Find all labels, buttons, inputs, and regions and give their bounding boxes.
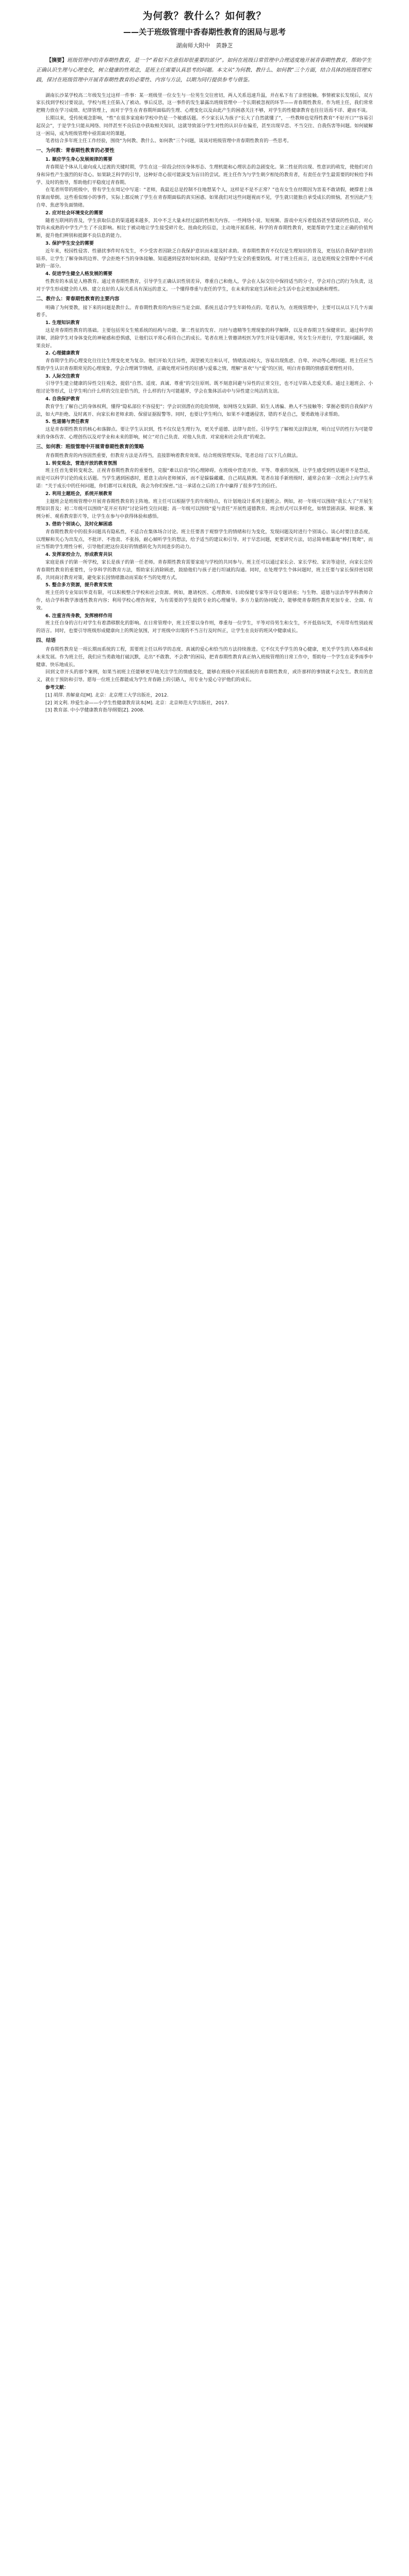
article-authors: 湖南师大附中 黄静芝 <box>176 42 233 49</box>
section-subheading: 3. 保护学生安全的需要 <box>45 241 94 246</box>
section-paragraph: 班主任自身的言行对学生有着潜移默化的影响。在日常管理中，班主任要以身作则，尊重每一位学生，平等对待男生和女生，不开低俗玩笑，不用带有性别歧视的语言。同时，也要引导班级形成健康向上的舆论氛围，对于班级中出现的不当言行及时纠正，让学生在良好的班风中健康成长。 <box>36 621 373 634</box>
section-subheading: 3. 人际交往教育 <box>45 374 80 379</box>
section-subheading: 1. 生理知识教育 <box>45 320 80 326</box>
section-subheading: 6. 注重言传身教，发挥榜样作用 <box>45 613 112 619</box>
section-what <box>36 295 373 442</box>
section-heading: 一、为何教：青春期性教育的必要性 <box>36 148 115 154</box>
section-paragraph: 青春期性教育是一项长期而系统的工程，需要班主任以科学的态度、真诚的爱心和恰当的方法持续推进。它不仅关乎学生的身心健康，更关乎学生的人格养成和未来发展。作为班主任，我们应当勇敢地打破沉默，走出“不敢教、不会教”的困局，把青春期性教育真正纳入班级管理的日常工作中，帮助每一个学生在花季雨季中健康、快乐地成长。 <box>36 647 373 668</box>
intro-section <box>36 92 373 146</box>
abstract-label: 【摘要】 <box>46 57 67 63</box>
section-paragraph: 青春期性教育中的很多问题具有隐私性，不适合在集体场合讨论。班主任要善于观察学生的情绪和行为变化，发现问题及时进行个别谈心。谈心时要注意态度，以理解和关心为出发点，不批评、不指责、不张扬，耐心倾听学生的想法，给予适当的建议和引导。对于早恋问题，更要讲究方法，切忌简单粗暴地“棒打鸳鸯”，而应当帮助学生理性分析，引导他们把这份美好的情感转化为共同进步的动力。 <box>36 529 373 550</box>
section-paragraph: 青春期性教育的内容固然重要，但教育方法是否得当，直接影响着教育效果。结合班级管理实际，笔者总结了以下几点做法。 <box>45 453 301 459</box>
section-paragraph: 近年来，校园性侵害、性骚扰事件时有发生，不少受害者因缺乏自我保护意识而未能及时求助。青春期性教育不仅仅是生理知识的普及，更包括自我保护意识的培养。让学生了解身体的边界、学会拒绝不当的身体接触、知道遇到侵害时如何求助，是保护学生安全的重要防线。对于班主任而言，这也是班级安全管理中不可或缺的一部分。 <box>36 248 373 269</box>
section-subheading: 4. 促进学生健全人格发展的需要 <box>45 272 112 277</box>
section-heading: 三、如何教：班级管理中开展青春期性教育的策略 <box>36 444 144 450</box>
section-paragraph: 主题班会是班级管理中开展青春期性教育的主阵地。班主任可以根据学生的年级特点，有计划地设计系列主题班会。例如，初一年级可以围绕“我长大了”开展生理知识普及；初二年级可以围绕“花开应有时”讨论异性交往问题；高一年级可以围绕“爱与责任”开展性道德教育。班会形式可以多样化，如情景剧表演、辩论赛、案例分析、观看教育影片等，让学生在参与中获得体验和感悟。 <box>36 499 373 520</box>
article-header <box>0 0 409 85</box>
section-paragraph: 班主任首先要转变观念，正视青春期性教育的重要性，克服“难以启齿”的心理障碍。在班级中营造开放、平等、尊重的氛围，让学生感受到性话题并不是禁忌，而是可以科学讨论的成长话题。当学生遇到困惑时，愿意主动向老师倾诉，而不是躲躲藏藏、自己胡乱猜测。笔者在接手新班级时，通常会在第一次班会上向学生承诺：“关于成长中的任何问题，你们都可以来找我，我会为你们保密。”这一承诺在之后的工作中赢得了很多学生的信任。 <box>36 468 373 489</box>
section-heading: 四、结语 <box>36 637 56 643</box>
section-subheading: 1. 转变观念，营造开放的教育氛围 <box>45 461 117 466</box>
section-subheading: 2. 利用主题班会，系统开展教育 <box>45 491 112 497</box>
section-paragraph: 班主任的专业知识毕竟有限，可以积极整合学校和社会资源。例如，邀请校医、心理教师、妇幼保健专家等开设专题讲座；与生物、道德与法治等学科教师合作，结合学科教学渗透性教育内容；利用学校心理咨询室，为有需要的学生提供专业的心理辅导。多方力量的协同配合，能够使青春期性教育更加专业、全面、有效。 <box>36 590 373 611</box>
section-paragraph: 明确了为何要教，接下来的问题是教什么。青春期性教育的内容应当是全面、系统且适合学生年龄特点的。笔者认为，在班级管理中，主要可以从以下几个方面着手。 <box>36 305 373 318</box>
section-paragraph: 引导学生建立健康的异性交往观念，提倡“自然、适度、真诚、尊重”的交往原则。既不刻意回避与异性的正常交往，也不过早陷入恋爱关系。通过主题班会、小组讨论等形式，让学生明白什么样的交往是恰当的，什么样的行为可能越界，学会在集体活动中与异性建立纯洁的友谊。 <box>36 381 373 395</box>
section-heading: 二、教什么：青春期性教育的主要内容 <box>36 296 120 302</box>
references-label: 参考文献： <box>45 685 69 690</box>
section-how <box>36 443 373 635</box>
intro-paragraph: 笔者结合多年班主任工作经验，围绕“为何教、教什么、如何教”三个问题，谈谈对班级管理中青春期性教育的一些思考。 <box>45 139 292 144</box>
section-paragraph: 回到文章开头的那个案例，如果当初班主任能够更早地关注学生的情感变化，能够在班级中开展系统的青春期性教育，或许那样的事情就不会发生。教育的意义，就在于预防和引导。愿每一位班主任都能成为学生青春路上的引路人，用专业与爱心守护他们的成长。 <box>36 670 373 683</box>
reference-item: [1] 胡萍. 善解童贞[M]. 北京：北京理工大学出版社，2012. <box>45 692 169 698</box>
section-subheading: 4. 自我保护教育 <box>45 397 80 402</box>
article-title: 为何教？教什么？如何教？ <box>142 10 267 22</box>
intro-paragraph: 长期以来，受传统观念影响，“性”在很多家庭和学校中仍是一个敏感话题。不少家长认为孩子“长大了自然就懂了”，一些教师也觉得性教育“不好开口”“容易引起误会”，于是学生只能从网络、同伴甚至不良信息中获取相关知识，这就导致部分学生对性的认识存在偏差，甚至出现早恋、不当交往、自我伤害等问题。如何破解这一困局，成为班级管理中亟需面对的课题。 <box>36 115 373 137</box>
section-paragraph: 性教育的本质是人格教育。通过青春期性教育，引导学生正确认识性别差异，尊重自己和他人，学会在人际交往中保持适当的分寸，学会对自己的行为负责，这对于学生形成健全的人格、建立良好的人际关系具有深远的意义。一个懂得尊重与责任的学生，在未来的家庭生活和社会生活中也会更加成熟和理性。 <box>36 279 373 292</box>
section-subheading: 5. 性道德与责任教育 <box>45 419 89 425</box>
references <box>36 684 373 715</box>
reference-item: [2] 刘文利. 珍爱生命——小学生性健康教育读本[M]. 北京：北京师范大学出版社，2017. <box>45 700 229 706</box>
abstract-text: 班级管理中的青春期性教育，是一个“看似不在意但却很重要的部分”。如何在班级日常管理中合理适度地开展青春期性教育，帮助学生正确认识生理与心理变化，树立健康的性观念，是班主任需要认真思考的问题。本文从“为何教、教什么、如何教”三个方面，结合具体的班级管理实践，探讨在班级管理中开展青春期性教育的必要性、内容与方法，以期为同行提供参考与借鉴。 <box>36 57 372 83</box>
section-paragraph: 青春期学生的心理变化往往比生理变化更为复杂。他们开始关注异性，渴望被关注和认可，情绪波动较大，容易出现焦虑、自卑、冲动等心理问题。班主任应当帮助学生认识青春期常见的心理现象，学会合理调节情绪，正确处理对异性的好感与爱慕之情，理解“喜欢”与“爱”的区别，明白青春期的情感需要理性对待。 <box>36 359 373 371</box>
section-subheading: 5. 整合多方资源，提升教育实效 <box>45 583 112 588</box>
section-paragraph: 青春期是个体从儿童向成人过渡的关键时期，学生在这一阶段会经历身体形态、生理机能和心理状态的急剧变化。第二性征的出现、性意识的萌发，使他们对自身和异性产生强烈的好奇心。如果缺乏科学的引导，这种好奇心很可能演变为盲目的尝试。班主任作为与学生朝夕相处的教育者，有责任在学生最需要的时候给予科学、及时的指导，帮助他们平稳度过青春期。 <box>36 164 373 185</box>
article-body <box>0 92 409 715</box>
section-paragraph: 这是青春期性教育的核心和落脚点。要让学生认识到，性不仅仅是生理行为，更关乎道德、法律与责任。引导学生了解相关法律法规，明白过早的性行为可能带来的身体伤害、心理创伤以及对学业和未来的影响，树立“对自己负责、对他人负责、对家庭和社会负责”的观念。 <box>36 427 373 440</box>
section-paragraph: 这是青春期性教育的基础。主要包括男女生殖系统的结构与功能、第二性征的发育、月经与遗精等生理现象的科学解释，以及青春期卫生保健常识。通过科学的讲解，消除学生对身体变化的神秘感和恐惧感，让他们以平常心看待自己的成长。笔者在班上曾邀请校医为学生开设专题讲座，男女生分开进行，学生提问踊跃，效果良好。 <box>36 328 373 349</box>
section-subheading: 3. 借助个别谈心，及时化解困惑 <box>45 522 112 528</box>
reference-item: [3] 教育部. 中小学健康教育指导纲要[Z]. 2008. <box>45 708 145 714</box>
intro-paragraph: 湖南长沙某学校高二年级发生过这样一件事：某一班级里一位女生与一位男生交往密切，两人关系迅速升温，并在私下有了亲密接触。事情被家长发现后，双方家长找到学校讨要说法，学校与班主任陷入了被动。事后反思，这一事件的发生暴露出班级管理中一个长期被忽视的环节——青春期性教育。作为班主任，我们常常把精力放在学习成绩、纪律管理上，而对于学生在青春期所面临的生理、心理变化以及由此产生的困惑关注不够，对学生的性健康教育也往往语焉不详、避而不谈。 <box>36 93 373 114</box>
section-subheading: 4. 发挥家校合力，形成教育共识 <box>45 552 112 558</box>
section-subheading: 2. 心理健康教育 <box>45 351 80 357</box>
section-why <box>36 147 373 293</box>
section-paragraph: 在笔者所带的班级中，曾有学生在周记中写道：“老师，我最近总是控制不住地想某个人，这样是不是不正常？”也有女生在经期因为害羞不敢请假，硬撑着上体育课而晕倒。这些看似细小的事件，实际上都反映了学生在青春期面临的真实困惑。如果我们对这些问题视而不见，学生就只能独自承受成长的烦恼，甚至因此产生自卑、焦虑等负面情绪。 <box>36 188 373 208</box>
article-abstract <box>36 56 373 85</box>
section-paragraph: 随着互联网的普及，学生获取信息的渠道越来越多，其中不乏大量未经过滤的性相关内容。一些网络小说、短视频、游戏中充斥着低俗甚至错误的性信息，对心智尚未成熟的中学生产生了不良影响。相比于被动地让学生接受碎片化、扭曲化的信息，主动地开展系统、科学的青春期性教育，更能帮助学生建立正确的价值判断，提升他们辨别和抵御不良信息的能力。 <box>36 218 373 239</box>
section-conclusion <box>36 637 373 684</box>
section-subheading: 1. 顺应学生身心发展规律的需要 <box>45 157 112 163</box>
section-paragraph: 家庭是孩子的第一所学校，家长是孩子的第一任老师。青春期性教育需要家庭与学校的共同参与。班主任可以通过家长会、家长学校、家访等途径，向家长宣传青春期性教育的重要性，分享科学的教育方法，帮助家长消除顾虑，鼓励他们与孩子进行坦诚的沟通。同时，在处理学生个体问题时，班主任要与家长保持密切联系，共同商讨教育对策，避免家长因情绪激动而采取不当的处理方式。 <box>36 560 373 581</box>
article-subtitle: ——关于班级管理中香春期性教育的困局与思考 <box>123 27 286 37</box>
section-paragraph: 教育学生了解自己的身体权利，懂得“隐私部位不容侵犯”；学会识别潜在的危险情境，如网络交友陷阱、陌生人诱骗、熟人不当接触等；掌握必要的自我保护方法，如大声拒绝、及时离开、向家长和老师求助、保留证据报警等。同时，也要让学生明白，如果不幸遭遇侵害，错的不是自己，要勇敢地寻求帮助。 <box>36 404 373 417</box>
section-subheading: 2. 应对社会环境变化的需要 <box>45 210 103 216</box>
